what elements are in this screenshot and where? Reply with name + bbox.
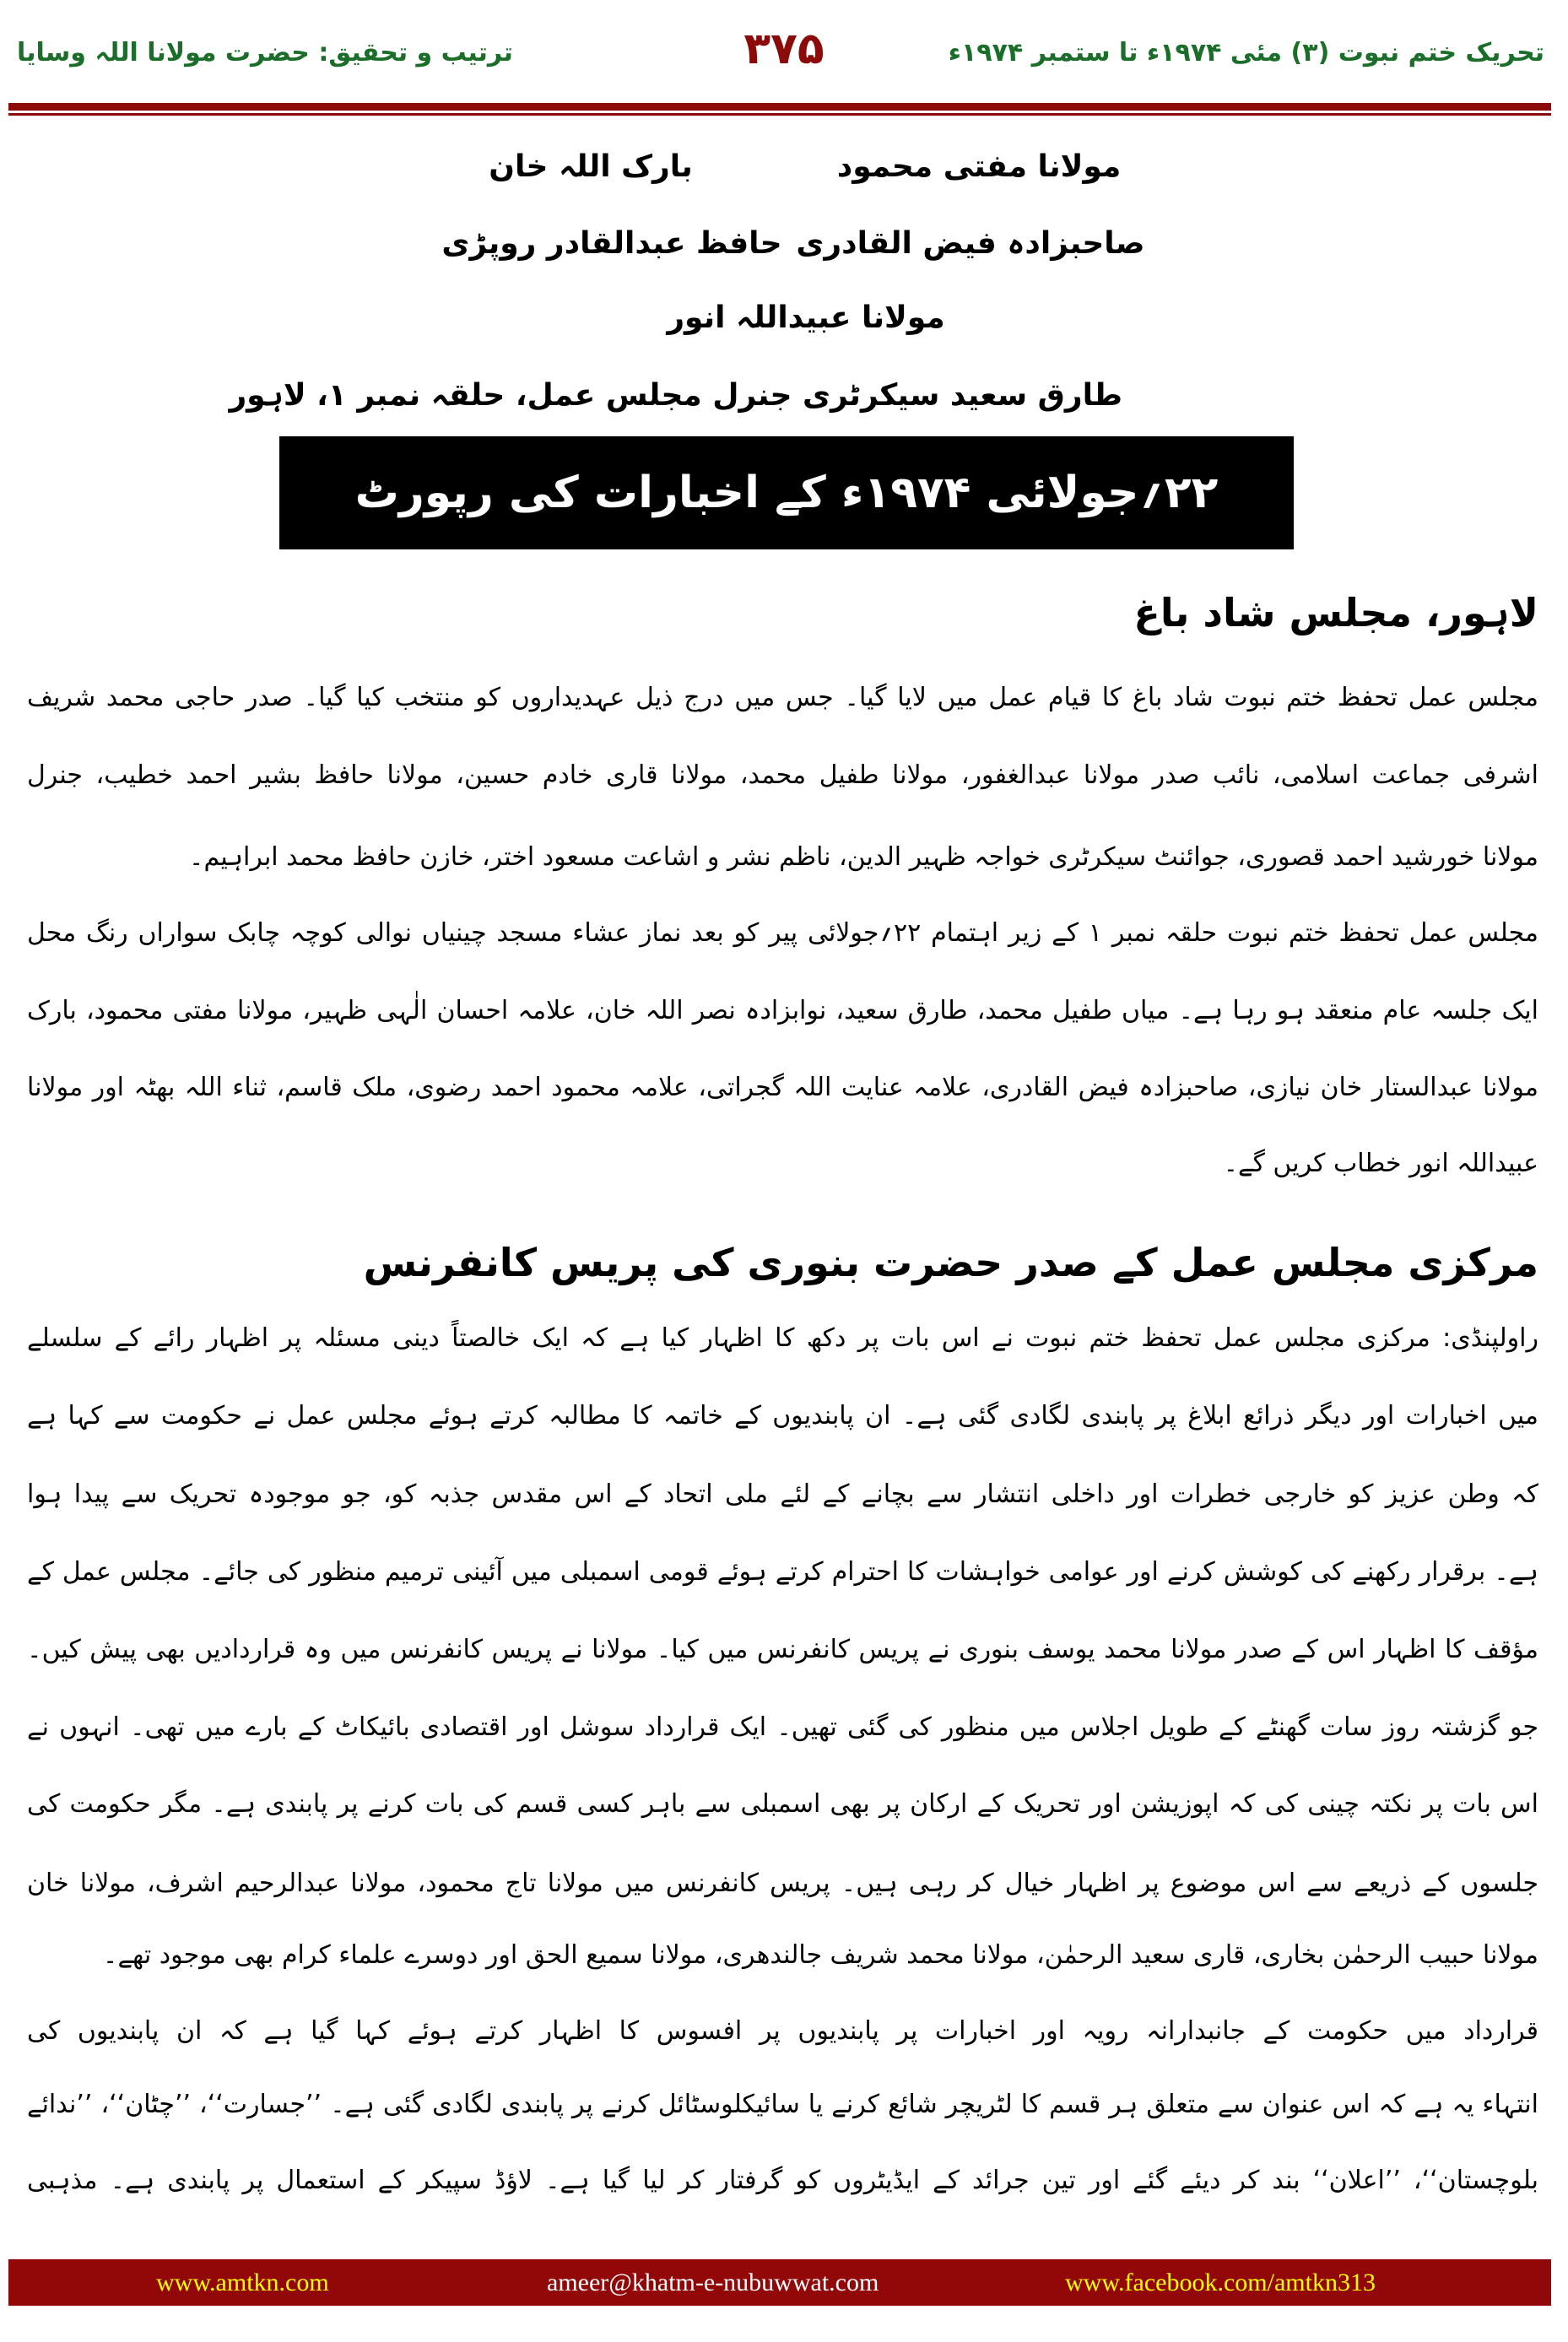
name-abdul-qadir-roparri: حافظ عبدالقادر روپڑی <box>441 226 782 261</box>
name-barak-ullah-khan: بارک اللہ خان <box>489 149 693 184</box>
name-ubaidullah-anwar: مولانا عبیداللہ انور <box>667 300 945 335</box>
section-heading-shadbagh: لاہور، مجلس شاد باغ <box>1133 590 1538 636</box>
website-link[interactable]: www.amtkn.com <box>156 2269 329 2296</box>
paragraph-line: جلسوں کے ذریعے سے اس موضوع پر اظہار خیال کر رہی ہیں۔ پریس کانفرنس میں مولانا تاج محمود، مولانا عبدالرحیم اشرف، مولانا خان <box>27 1869 1538 1898</box>
paragraph-line: ایک جلسہ عام منعقد ہو رہا ہے۔ میاں طفیل محمد، طارق سعید، نوابزادہ نصر اللہ خان، علامہ احسان الٰہی ظہیر، مولانا مفتی محمود، بارک <box>27 996 1538 1025</box>
header-rule-thin <box>8 113 1551 116</box>
paragraph-line: قرارداد میں حکومت کے جانبدارانہ رویہ اور اخبارات پر پابندیوں پر افسوس کا اظہار کرتے ہوئے کہا گیا ہے کہ ان پابندیوں کی <box>27 2016 1538 2046</box>
page-number: ۳۷۵ <box>743 24 825 74</box>
name-faiz-ul-qadri: صاحبزادہ فیض القادری <box>796 226 1145 261</box>
facebook-link[interactable]: www.facebook.com/amtkn313 <box>1065 2269 1376 2296</box>
signature-line: طارق سعید سیکرٹری جنرل مجلس عمل، حلقہ نمبر ۱، لاہور <box>229 378 1122 413</box>
paragraph-line: مولانا خورشید احمد قصوری، جوائنٹ سیکرٹری خواجہ ظہیر الدین، ناظم نشر و اشاعت مسعود اختر، خازن حافظ محمد ابراہیم۔ <box>188 842 1538 872</box>
section-heading-press-conference: مرکزی مجلس عمل کے صدر حضرت بنوری کی پریس کانفرنس <box>363 1240 1538 1285</box>
book-title: تحریک ختم نبوت (۳) مئی ۱۹۷۴ء تا ستمبر ۱۹۷۴ء <box>948 38 1544 68</box>
paragraph-line: مؤقف کا اظہار اس کے صدر مولانا محمد یوسف بنوری نے پریس کانفرنس میں کیا۔ مولانا نے پریس کانفرنس میں وہ قراردادیں بھی پیش کیں۔ <box>27 1635 1538 1664</box>
paragraph-line: مجلس عمل تحفظ ختم نبوت حلقہ نمبر ۱ کے زیر اہتمام ۲۲؍جولائی پیر کو بعد نماز عشاء مسجد چینیاں نوالی کوچہ چابک سواراں رنگ محل <box>27 918 1538 948</box>
paragraph-line: میں اخبارات اور دیگر ذرائع ابلاغ پر پابندی لگادی گئی ہے۔ ان پابندیوں کے خاتمہ کا مطالبہ کرتے ہوئے مجلس عمل نے حکومت سے کہا ہے <box>27 1401 1538 1431</box>
paragraph-line: اس بات پر نکتہ چینی کی کہ اپوزیشن اور تحریک کے ارکان پر بھی اسمبلی سے باہر کسی قسم کی بات کرنے پر پابندی ہے۔ مگر حکومت کی <box>27 1789 1538 1819</box>
report-title-banner: ۲۲؍جولائی ۱۹۷۴ء کے اخبارات کی رپورٹ <box>279 436 1294 549</box>
paragraph-line: مجلس عمل تحفظ ختم نبوت شاد باغ کا قیام عمل میں لایا گیا۔ جس میں درج ذیل عہدیداروں کو منتخب کیا گیا۔ صدر حاجی محمد شریف <box>27 683 1538 712</box>
paragraph-line: بلوچستان‘‘، ’’اعلان‘‘ بند کر دیئے گئے اور تین جرائد کے ایڈیٹروں کو گرفتار کر لیا گیا ہے۔ لاؤڈ سپیکر کے استعمال پر پابندی ہے۔ مذہبی <box>27 2166 1538 2195</box>
paragraph-line: جو گزشتہ روز سات گھنٹے کے طویل اجلاس میں منظور کی گئی تھیں۔ ایک قرارداد سوشل اور اقتصادی بائیکاٹ کے بارے میں تھی۔ انہوں نے <box>27 1712 1538 1742</box>
paragraph-line: مولانا حبیب الرحمٰن بخاری، قاری سعید الرحمٰن، مولانا محمد شریف جالندھری، مولانا سمیع الحق اور دوسرے علماء کرام بھی موجود تھے۔ <box>102 1940 1538 1970</box>
paragraph-line: عبیداللہ انور خطاب کریں گے۔ <box>1223 1149 1538 1178</box>
header-rule-thick <box>8 103 1551 111</box>
paragraph-line: مولانا عبدالستار خان نیازی، صاحبزادہ فیض القادری، علامہ عنایت اللہ گجراتی، علامہ محمود احمد رضوی، ملک قاسم، ثناء اللہ بھٹہ اور مولانا <box>27 1073 1538 1102</box>
name-mufti-mahmood: مولانا مفتی محمود <box>836 149 1122 184</box>
paragraph-line: ہے۔ برقرار رکھنے کی کوشش کرنے اور عوامی خواہشات کا احترام کرتے ہوئے قومی اسمبلی میں آئینی ترمیم منظور کی جائے۔ مجلس عمل کے <box>27 1557 1538 1587</box>
paragraph-line: کہ وطن عزیز کو خارجی خطرات اور داخلی انتشار سے بچانے کے لئے ملی اتحاد کے اس مقدس جذبہ کو، جو موجودہ تحریک سے پیدا ہوا <box>27 1479 1538 1509</box>
compiler-credit: ترتیب و تحقیق: حضرت مولانا اللہ وسایا <box>17 38 513 68</box>
paragraph-line: انتہاء یہ ہے کہ اس عنوان سے متعلق ہر قسم کا لٹریچر شائع کرنے یا سائیکلوسٹائل کرنے پر پابندی لگادی گئی ہے۔ ’’جسارت‘‘، ’’چٹان‘‘، ’’ندائے <box>27 2090 1538 2119</box>
email-link[interactable]: ameer@khatm-e-nubuwwat.com <box>547 2269 879 2296</box>
paragraph-line: اشرفی جماعت اسلامی، نائب صدر مولانا عبدالغفور، مولانا طفیل محمد، مولانا قاری خادم حسین، مولانا حافظ بشیر احمد خطیب، جنرل <box>27 760 1538 790</box>
paragraph-line: راولپنڈی: مرکزی مجلس عمل تحفظ ختم نبوت نے اس بات پر دکھ کا اظہار کیا ہے کہ ایک خالصتاً دینی مسئلہ پر اظہار رائے کے سلسلے <box>27 1323 1538 1353</box>
